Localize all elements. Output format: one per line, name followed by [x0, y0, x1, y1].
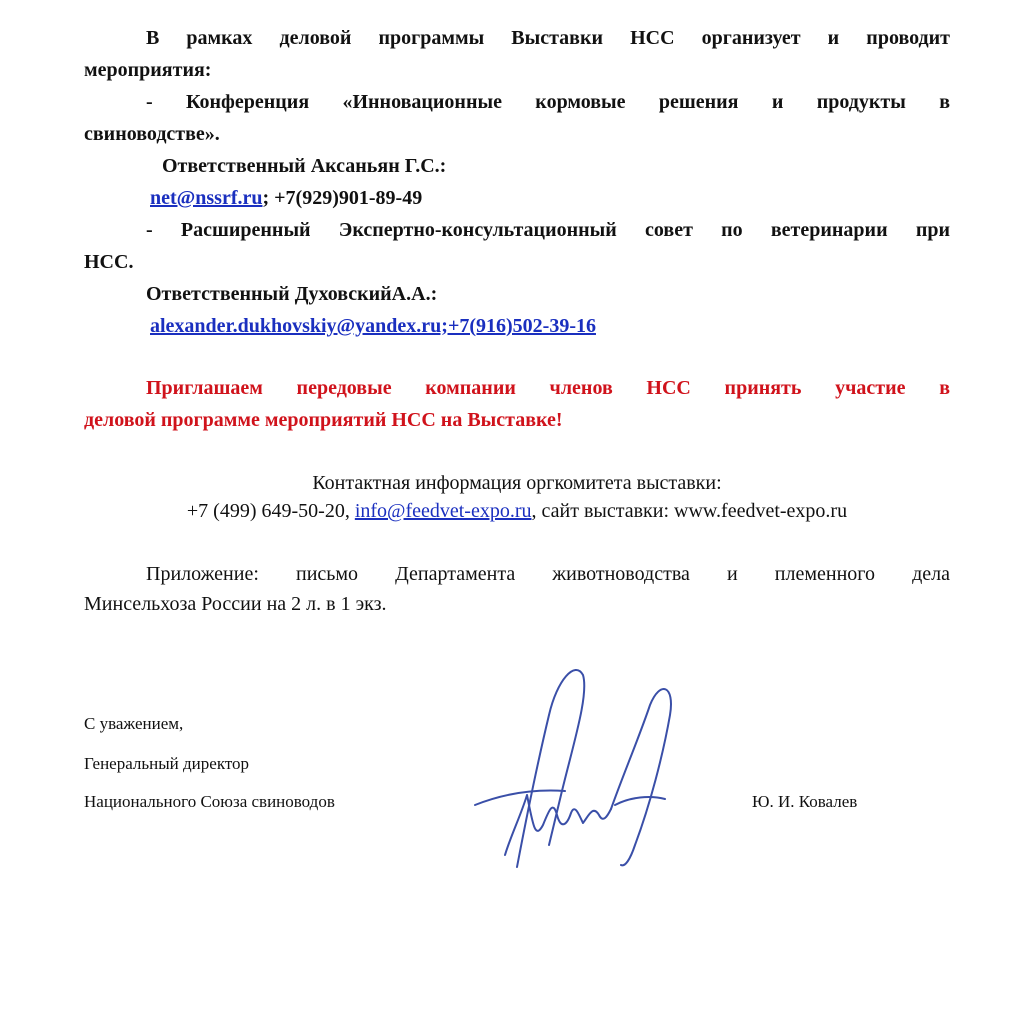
- intro-line-1: В рамках деловой программы Выставки НСС организует и проводит: [146, 27, 950, 49]
- attachment-line-1: Приложение: письмо Департамента животноводства и племенного дела: [146, 563, 950, 585]
- item2-line-2: НСС.: [84, 251, 134, 273]
- signoff-name: Ю. И. Ковалев: [752, 792, 858, 811]
- item1-phone: ; +7(929)901-89-49: [262, 187, 423, 209]
- attachment-line-2: Минсельхоза России на 2 л. в 1 экз.: [84, 593, 387, 615]
- item2-responsible: Ответственный ДуховскийА.А.:: [146, 283, 438, 305]
- invite-line-2: деловой программе мероприятий НСС на Выставке!: [84, 409, 563, 431]
- intro-line-2: мероприятия:: [84, 59, 212, 81]
- contacts-phone: +7 (499) 649-50-20,: [186, 500, 355, 522]
- signoff-regards: С уважением,: [84, 714, 184, 733]
- item1-line-2: свиноводстве».: [84, 123, 220, 145]
- signoff-position-2: Национального Союза свиноводов: [84, 792, 335, 811]
- item2-contact-link[interactable]: alexander.dukhovskiy@yandex.ru;+7(916)502-39-16: [150, 315, 596, 337]
- signature-image: [465, 655, 695, 875]
- signoff-position-1: Генеральный директор: [84, 754, 250, 773]
- contacts-email-link[interactable]: info@feedvet-expo.ru: [354, 500, 532, 522]
- contacts-site: , сайт выставки: www.feedvet-expo.ru: [531, 500, 848, 522]
- item1-line-1: - Конференция «Инновационные кормовые решения и продукты в: [146, 91, 950, 113]
- item1-email-link[interactable]: net@nssrf.ru: [150, 187, 263, 209]
- item2-line-1: - Расширенный Экспертно-консультационный совет по ветеринарии при: [146, 219, 950, 241]
- item1-contact: [150, 182, 850, 214]
- contacts-line: [84, 495, 950, 527]
- item2-contact: [150, 310, 910, 342]
- item1-responsible: Ответственный Аксаньян Г.С.:: [162, 155, 447, 177]
- contacts-title: Контактная информация оргкомитета выставки:: [312, 472, 722, 494]
- invite-line-1: Приглашаем передовые компании членов НСС принять участие в: [146, 377, 950, 399]
